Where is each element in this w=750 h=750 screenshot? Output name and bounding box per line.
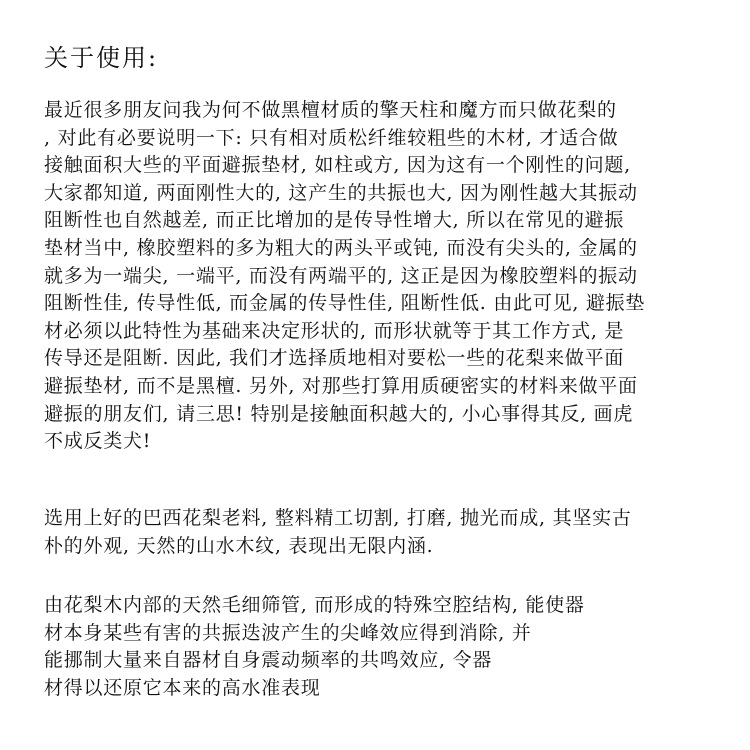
text-line: 大家都知道, 两面刚性大的, 这产生的共振也大, 因为刚性越大其振动 [44, 181, 638, 204]
text-line: 阻断性佳, 传导性低, 而金属的传导性佳, 阻断性低. 由此可见, 避振垫 [44, 292, 646, 315]
text-line: 阻断性也自然越差, 而正比增加的是传导性增大, 所以在常见的避振 [44, 209, 625, 232]
text-line: 能挪制大量来自器材自身震动频率的共鸣效应, 令器 [44, 649, 493, 672]
text-line: 由花梨木内部的天然毛细筛管, 而形成的特殊空腔结构, 能使器 [44, 594, 585, 616]
text-line: 选用上好的巴西花梨老料, 整料精工切割, 打磨, 抛光而成, 其坚实古 [44, 507, 632, 529]
text-line: 材必须以此特性为基础来决定形状的, 而形状就等于其工作方式, 是 [44, 319, 625, 342]
paragraph-structure-effect [44, 592, 744, 702]
text-line: 接触面积大些的平面避振垫材, 如柱或方, 因为这有一个刚性的问题, [44, 154, 631, 177]
text-line: 朴的外观, 天然的山水木纹, 表现出无限内涵. [44, 534, 434, 557]
text-line: 不成反类犬! [44, 430, 152, 453]
text-line: 传导还是阻断. 因此, 我们才选择质地相对要松一些的花梨来做平面 [44, 347, 625, 370]
text-line: , 对此有必要说明一下: 只有相对质松纤维较粗些的木材, 才适合做 [44, 126, 619, 149]
text-line: 避振垫材, 而不是黑檀. 另外, 对那些打算用质硬密实的材料来做平面 [44, 374, 638, 397]
paragraph-material [44, 505, 744, 560]
document-heading: 关于使用: [44, 44, 159, 72]
text-line: 就多为一端尖, 一端平, 而没有两端平的, 这正是因为橡胶塑料的振动 [44, 264, 638, 287]
paragraph-why-rosewood [44, 97, 744, 456]
text-line: 材得以还原它本来的高水准表现 [44, 676, 321, 699]
text-line: 垫材当中, 橡胶塑料的多为粗大的两头平或钝, 而没有尖头的, 金属的 [44, 236, 638, 259]
text-line: 最近很多朋友问我为何不做黑檀材质的擎天柱和魔方而只做花梨的 [44, 99, 617, 121]
text-line: 避振的朋友们, 请三思! 特别是接触面积越大的, 小心事得其反, 画虎 [44, 402, 634, 425]
text-line: 材本身某些有害的共振迭波产生的尖峰效应得到消除, 并 [44, 621, 532, 644]
